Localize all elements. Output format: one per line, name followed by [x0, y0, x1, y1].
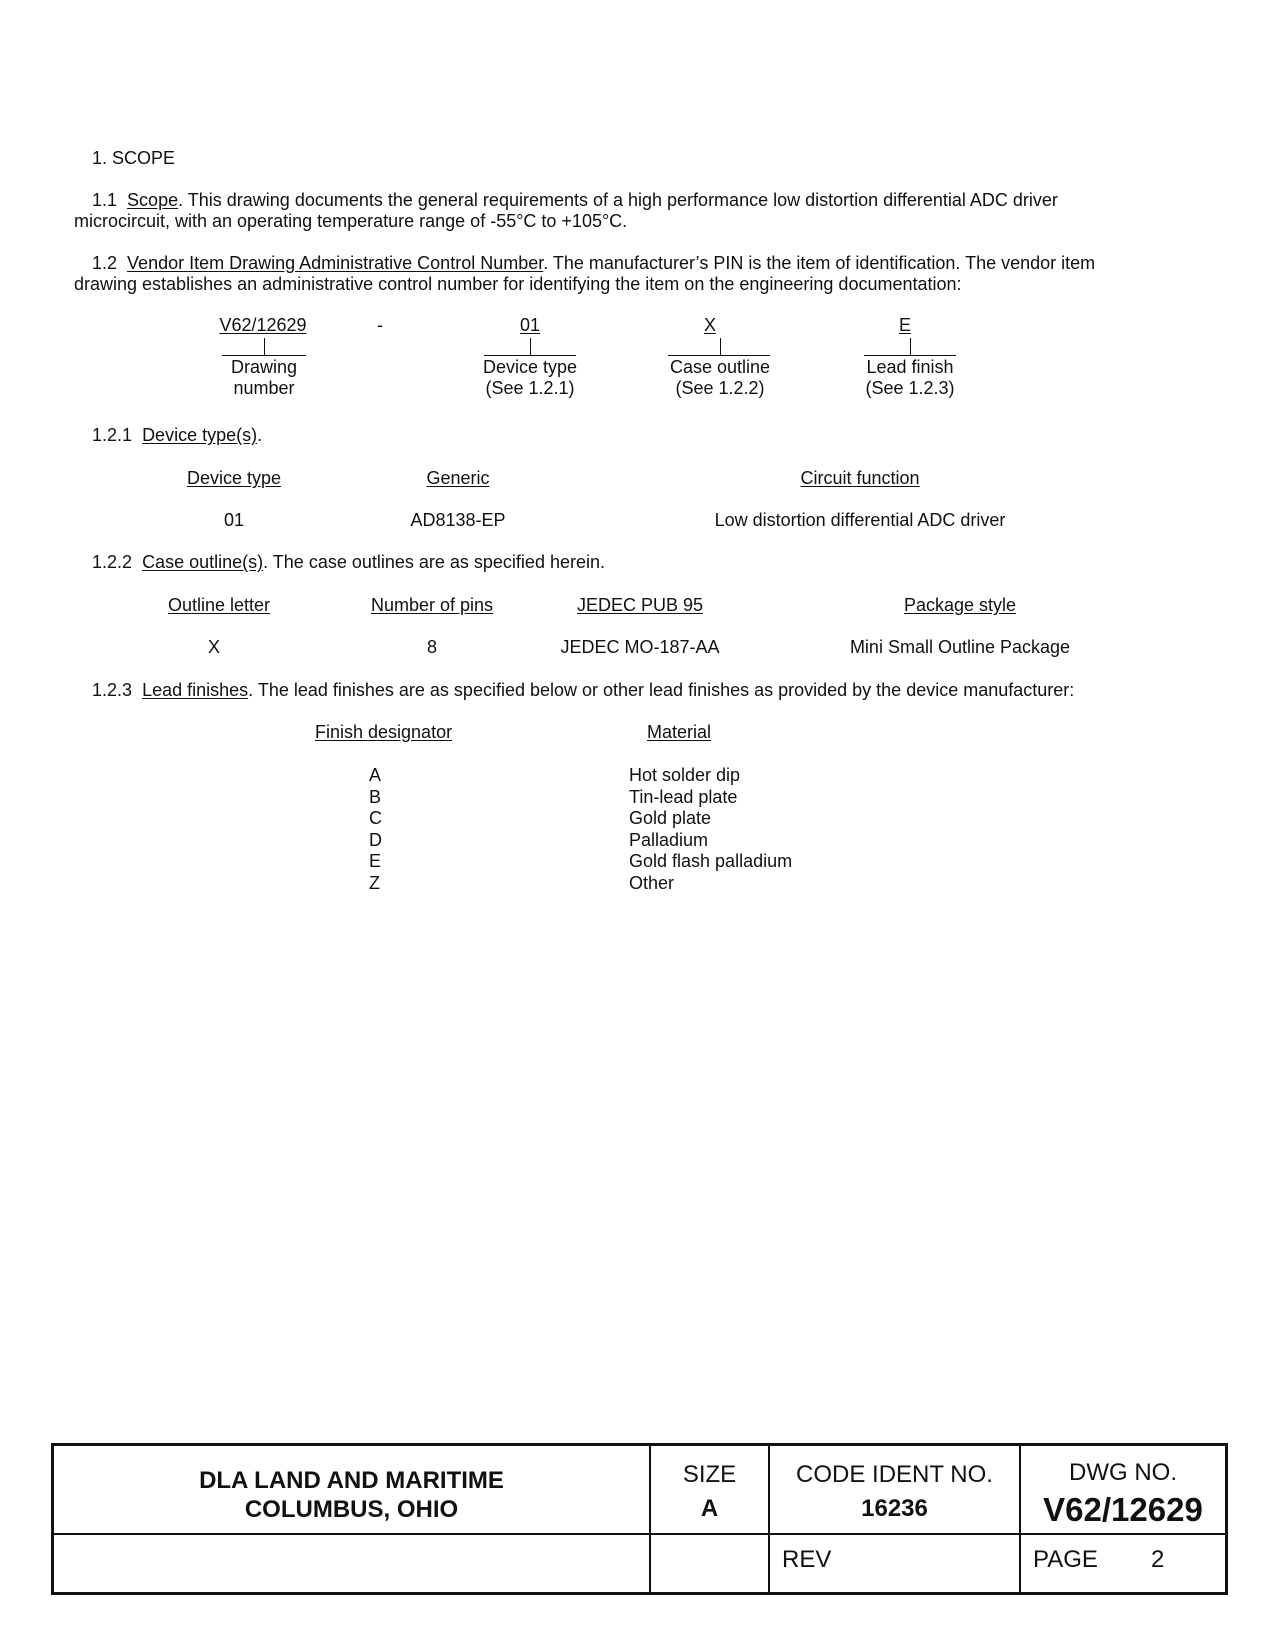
section-heading: 1. SCOPE: [92, 148, 176, 168]
column-header: JEDEC PUB 95: [576, 595, 704, 615]
table-cell: Mini Small Outline Package: [849, 637, 1071, 657]
pin-label-device: Device type (See 1.2.1): [482, 357, 578, 398]
vid-line2: drawing establishes an administrative control number for identifying the item on the engineering documentation:: [74, 274, 962, 294]
table-cell: AD8138-EP: [410, 510, 506, 530]
rev-label: REV: [782, 1546, 832, 1573]
list-item: Z: [369, 872, 380, 893]
page-number: 2: [1151, 1546, 1165, 1573]
case-outlines-heading: [92, 552, 605, 573]
scope-line1: . This drawing documents the general requirements of a high performance low distortion differential ADC driver: [178, 190, 1058, 210]
column-header: Package style: [903, 595, 1017, 615]
pin-device-type: 01: [519, 315, 541, 335]
code-ident-label: CODE IDENT NO.: [796, 1461, 993, 1488]
title-block: [51, 1443, 1228, 1595]
scope-title: Scope: [127, 190, 179, 210]
column-header: Number of pins: [370, 595, 494, 615]
size-value: A: [700, 1495, 719, 1522]
bracket-tick: [720, 338, 721, 355]
bracket-line: [864, 355, 956, 356]
list-item: Gold plate: [629, 808, 712, 828]
list-item: Palladium: [629, 829, 709, 850]
lead-finishes-num: 1.2.3: [92, 680, 133, 700]
size-label: SIZE: [682, 1461, 737, 1488]
column-header: Outline letter: [167, 595, 271, 615]
case-outlines-num: 1.2.2: [92, 552, 133, 572]
scope-num: 1.1: [92, 190, 118, 210]
bracket-tick: [264, 338, 265, 355]
material-list: [629, 765, 792, 894]
bracket-tick: [530, 338, 531, 355]
device-types-heading: 1.2.1 Device type(s).: [92, 425, 263, 445]
list-item: C: [369, 808, 382, 828]
divider: [54, 1533, 1225, 1535]
scope-line2: microcircuit, with an operating temperature range of -55°C to +105°C.: [74, 211, 628, 231]
column-header: Generic: [426, 468, 490, 488]
pin-drawing-number: V62/12629: [219, 315, 307, 335]
bracket-line: [668, 355, 770, 356]
list-item: Other: [629, 872, 675, 893]
lead-finishes-heading: [92, 680, 1074, 701]
lead-finishes-text: . The lead finishes are as specified below or other lead finishes as provided by the device manufacturer:: [248, 680, 1075, 700]
pin-label-case: Case outline (See 1.2.2): [669, 357, 771, 398]
pin-case-outline: X: [703, 315, 716, 335]
vid-num: 1.2: [92, 253, 118, 273]
vid-paragraph: [74, 253, 1234, 295]
table-cell: 8: [426, 637, 437, 657]
list-item: Hot solder dip: [629, 765, 741, 785]
organization-name: DLA LAND AND MARITIME COLUMBUS, OHIO: [199, 1467, 504, 1523]
dwg-no-value: V62/12629: [1043, 1491, 1203, 1528]
device-types-title: Device type(s): [142, 425, 258, 445]
vid-line1: . The manufacturer’s PIN is the item of identification. The vendor item: [543, 253, 1096, 273]
list-item: D: [369, 829, 382, 850]
column-header: Finish designator: [315, 722, 453, 742]
designator-list: [369, 765, 382, 894]
device-types-num: 1.2.1: [92, 425, 133, 445]
dwg-no-label: DWG NO.: [1069, 1459, 1177, 1486]
case-outlines-text: . The case outlines are as specified herein.: [263, 552, 605, 572]
column-header: Material: [647, 722, 712, 742]
table-cell: X: [207, 637, 220, 657]
table-cell: JEDEC MO-187-AA: [560, 637, 720, 657]
list-item: E: [369, 851, 382, 871]
pin-lead-finish: E: [898, 315, 911, 335]
column-header: Circuit function: [800, 468, 920, 488]
table-cell: Low distortion differential ADC driver: [714, 510, 1006, 530]
scope-paragraph: [74, 190, 1234, 232]
pin-dash: -: [377, 315, 383, 335]
list-item: B: [369, 786, 382, 807]
bracket-tick: [910, 338, 911, 355]
column-header: Device type: [186, 468, 282, 488]
pin-label-drawing: Drawing number: [230, 357, 298, 398]
lead-finishes-title: Lead finishes: [142, 680, 249, 700]
pin-label-lead: Lead finish (See 1.2.3): [865, 357, 955, 398]
bracket-line: [222, 355, 306, 356]
page-label: PAGE: [1033, 1546, 1098, 1573]
list-item: A: [369, 765, 382, 785]
case-outlines-title: Case outline(s): [142, 552, 264, 572]
list-item: Tin-lead plate: [629, 786, 738, 807]
bracket-line: [484, 355, 576, 356]
vid-title: Vendor Item Drawing Administrative Control Number: [127, 253, 544, 273]
list-item: Gold flash palladium: [629, 851, 793, 871]
code-ident-value: 16236: [861, 1495, 928, 1522]
table-cell: 01: [223, 510, 245, 530]
